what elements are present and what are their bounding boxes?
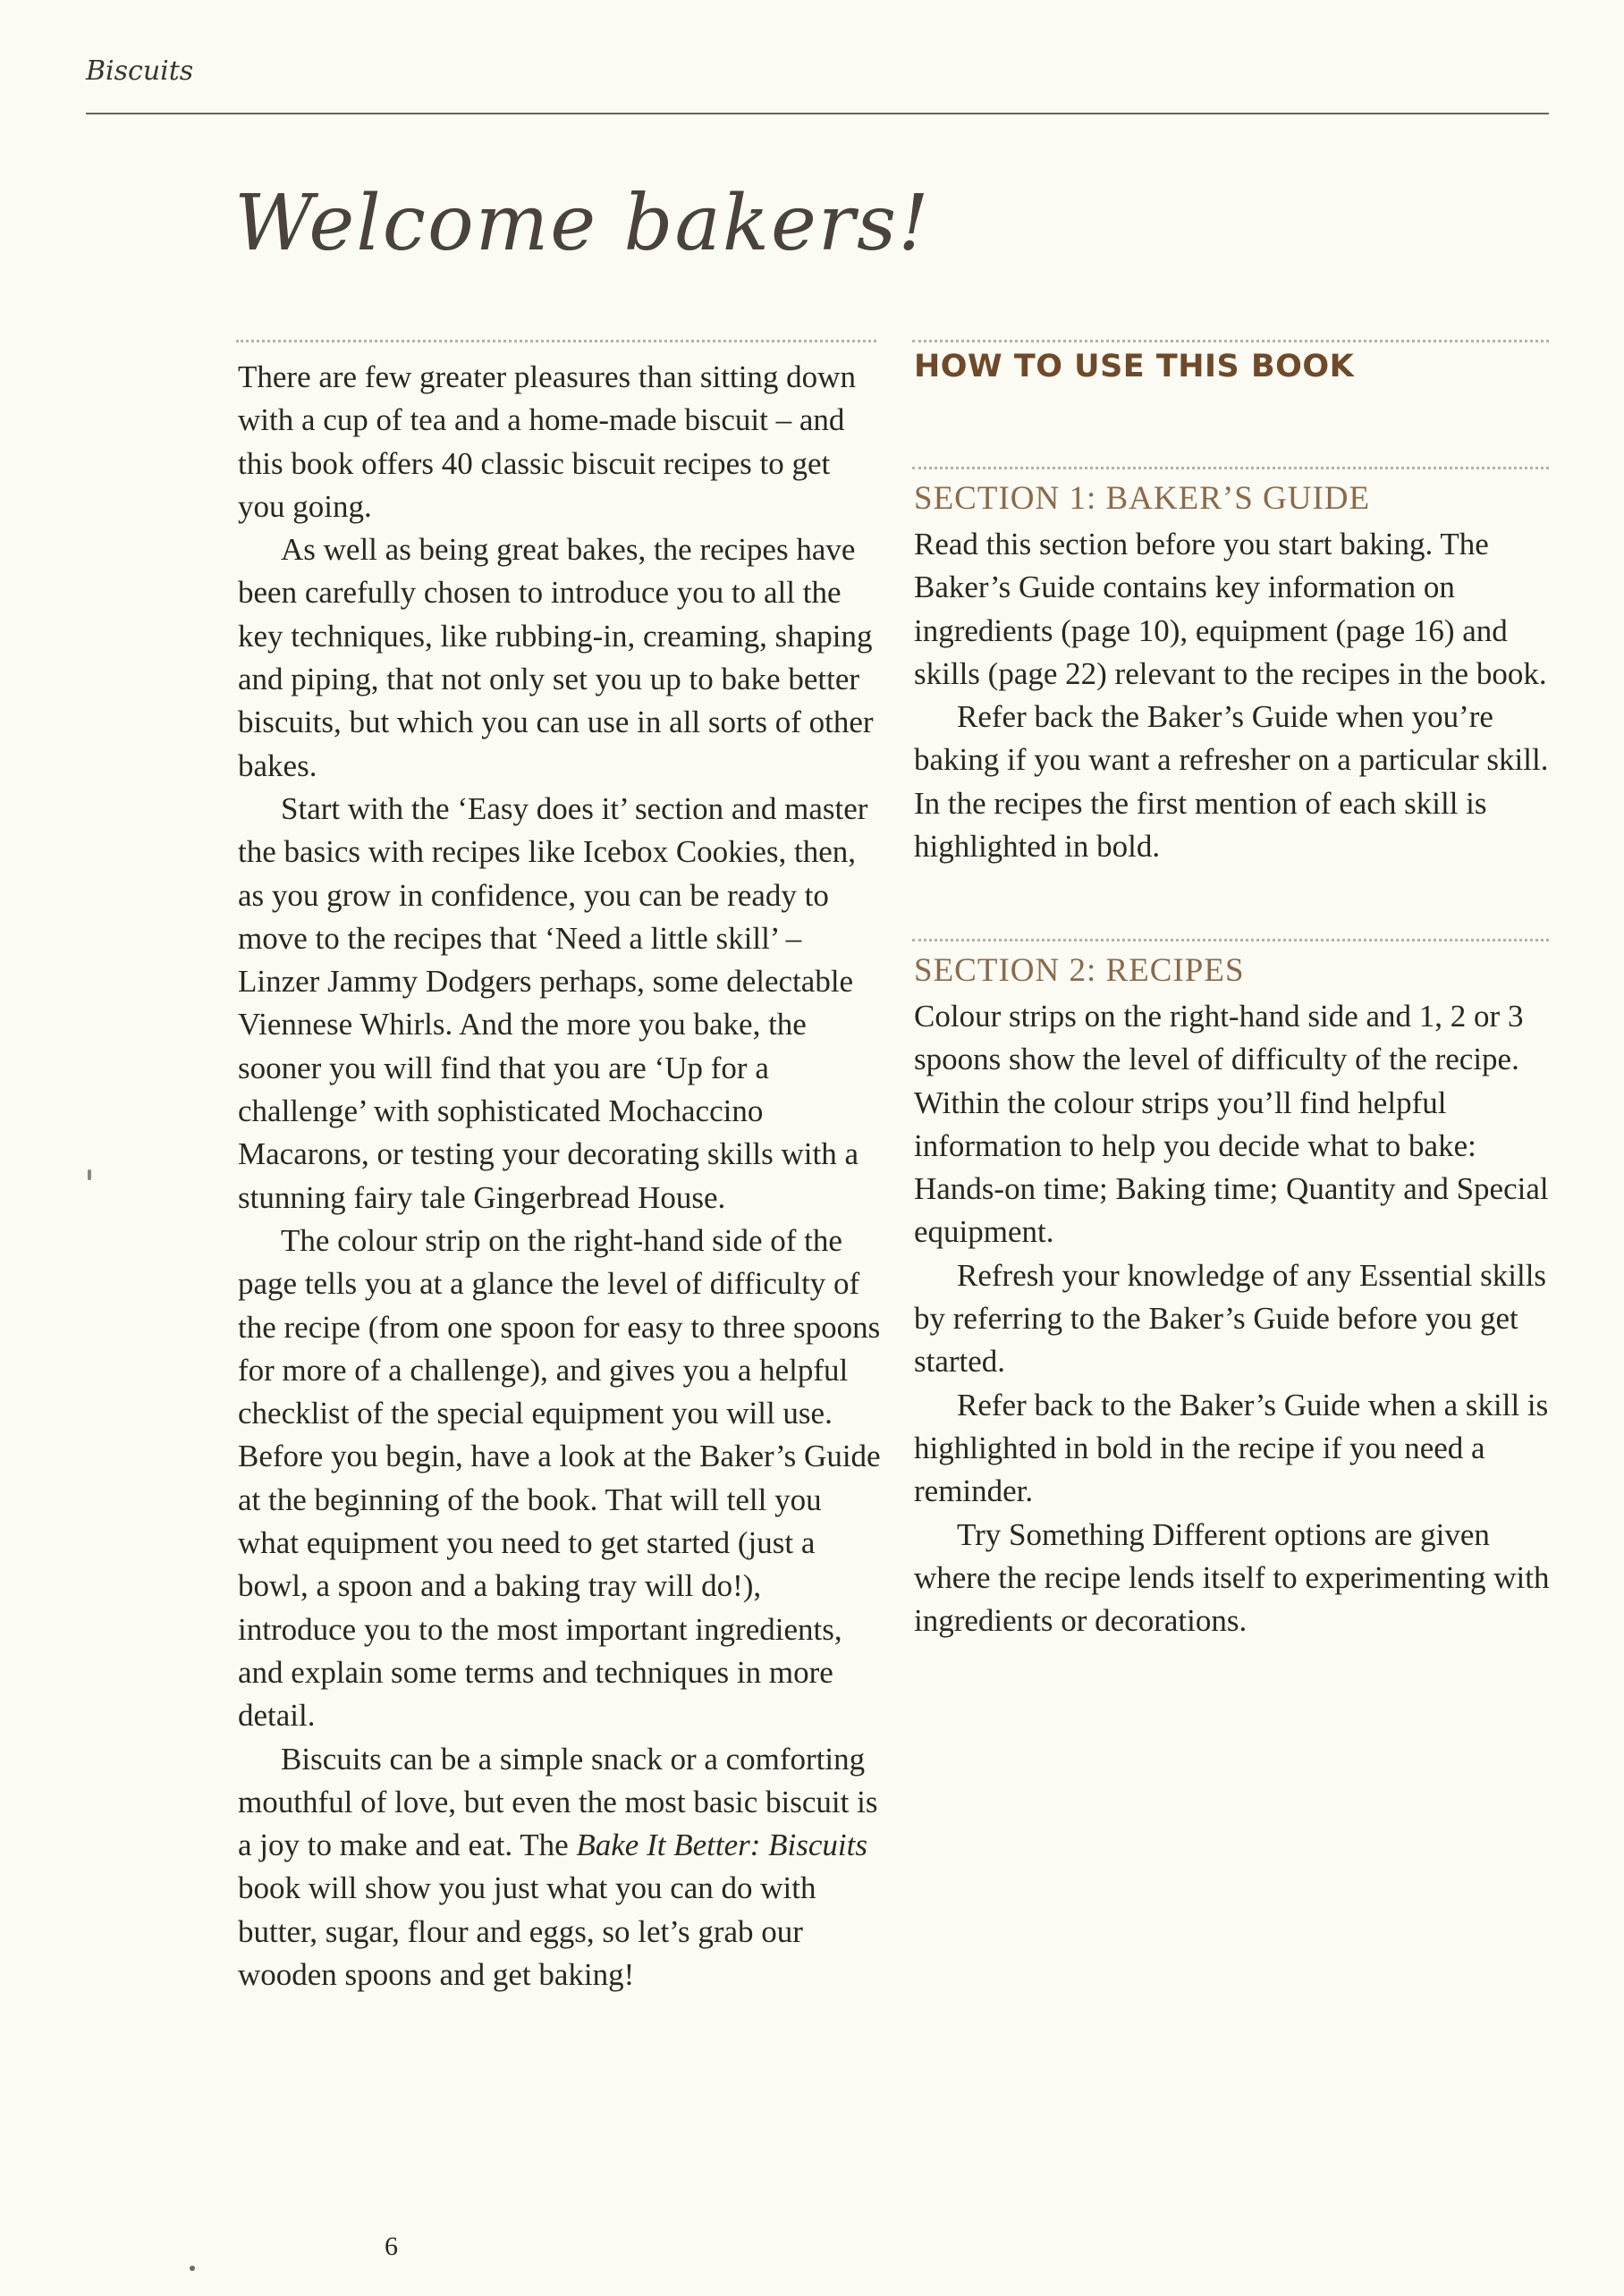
section2-body xyxy=(914,995,1551,1642)
running-head: Biscuits xyxy=(86,55,194,87)
header-rule xyxy=(86,113,1549,114)
how-to-use-heading: HOW TO USE THIS BOOK xyxy=(914,349,1355,384)
section2-paragraph: Colour strips on the right-hand side and 1, 2 or 3 spoons show the level of difficulty of the recipe. Within the colour strips you’ll find helpful information to help you decide what to bake: Hands-on time; Baking time; Quantity and Special equipment. xyxy=(914,999,1549,1250)
scan-speck xyxy=(88,1169,91,1180)
section2-paragraph: Refer back to the Baker’s Guide when a skill is highlighted in bold in the recipe if you need a reminder. xyxy=(914,1387,1549,1509)
intro-paragraph: There are few greater pleasures than sitting down with a cup of tea and a home-made biscuit – and this book offers 40 classic biscuit recipes to get you going. xyxy=(238,359,856,524)
book-title: Bake It Better: Biscuits xyxy=(576,1828,867,1863)
section2-heading: SECTION 2: RECIPES xyxy=(914,952,1245,989)
right-column-divider xyxy=(912,340,1549,342)
section1-heading: SECTION 1: BAKER’S GUIDE xyxy=(914,480,1371,517)
section2-divider xyxy=(912,939,1549,941)
page-title: Welcome bakers! xyxy=(234,179,931,268)
closing-text-after: book will show you just what you can do with butter, sugar, flour and eggs, so let’s grab our wooden spoons and get baking! xyxy=(238,1870,816,1992)
section1-divider xyxy=(912,467,1549,469)
intro-paragraph: The colour strip on the right-hand side of the page tells you at a glance the level of difficulty of the recipe (from one spoon for easy to three spoons for more of a challenge), and gives you a helpful checklist of the special equipment you will use. Before you begin, have a look at the Baker’s Guide at the beginning of the book. That will tell you what equipment you need to get started (just a bowl, a spoon and a baking tray will do!), introduce you to the most important ingredients, and explain some terms and techniques in more detail. xyxy=(238,1222,881,1734)
section2-paragraph: Refresh your knowledge of any Essential skills by referring to the Baker’s Guide before you get started. xyxy=(914,1257,1547,1380)
intro-column xyxy=(238,356,884,1996)
page-number: 6 xyxy=(385,2232,398,2261)
scan-speck xyxy=(190,2266,195,2271)
section1-paragraph: Read this section before you start baking. The Baker’s Guide contains key information on ingredients (page 10), equipment (page 16) and skills (page 22) relevant to the recipes in the book. xyxy=(914,527,1547,691)
intro-paragraph: Start with the ‘Easy does it’ section and master the basics with recipes like Icebox Cookies, then, as you grow in confidence, you can be ready to move to the recipes that ‘Need a little skill’ – Linzer Jammy Dodgers perhaps, some delectable Viennese Whirls. And the more you bake, the sooner you will find that you are ‘Up for a challenge’ with sophisticated Mochaccino Macarons, or testing your decorating skills with a stunning fairy tale Gingerbread House. xyxy=(238,790,868,1215)
closing-text-before: Biscuits can be a simple snack or a comforting mouthful of love, but even the most basic biscuit is a joy to make and eat. The xyxy=(238,1741,878,1863)
section1-body xyxy=(914,523,1551,868)
intro-paragraph: As well as being great bakes, the recipes have been carefully chosen to introduce you to all the key techniques, like rubbing-in, creaming, shaping and piping, that not only set you up to bake better biscuits, but which you can use in all sorts of other bakes. xyxy=(238,532,874,783)
section2-paragraph: Try Something Different options are given where the recipe lends itself to experimenting with ingredients or decorations. xyxy=(914,1516,1550,1639)
closing-paragraph xyxy=(238,1738,884,1997)
section1-paragraph: Refer back the Baker’s Guide when you’re baking if you want a refresher on a particular skill. In the recipes the first mention of each skill is highlighted in bold. xyxy=(914,699,1549,865)
left-column-divider xyxy=(236,340,876,342)
